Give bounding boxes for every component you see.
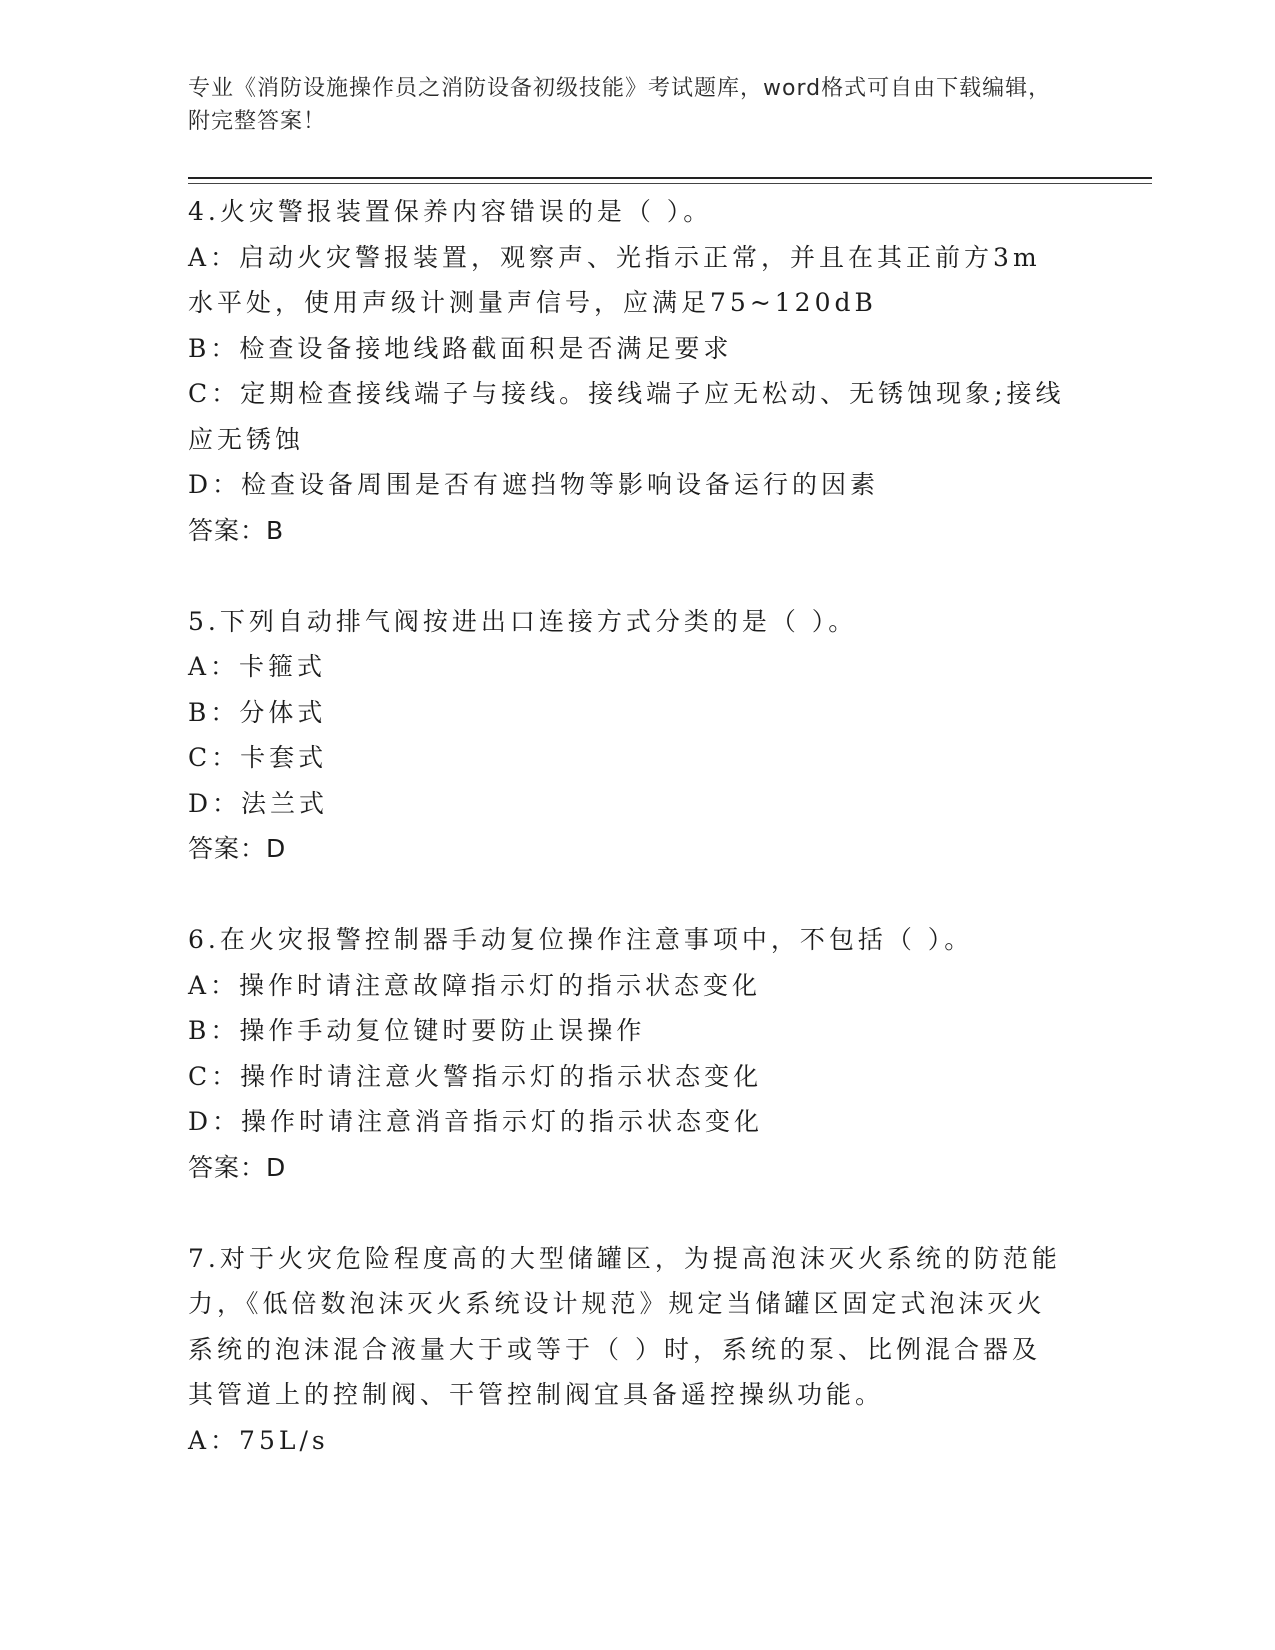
option-b: B：检查设备接地线路截面积是否满足要求 (188, 333, 733, 363)
spacer (188, 872, 1068, 918)
option-a: A：75L/s (188, 1425, 329, 1455)
header-rule-thin (188, 183, 1152, 184)
option-b: B：分体式 (188, 697, 327, 727)
question-list (188, 189, 1068, 1463)
option-c: C：卡套式 (188, 743, 328, 772)
spacer (188, 553, 1068, 599)
option-d: D：检查设备周围是否有遮挡物等影响设备运行的因素 (188, 470, 880, 499)
option-b: B：操作手动复位键时要防止误操作 (188, 1016, 646, 1045)
question-stem: 5.下列自动排气阀按进出口连接方式分类的是（ ）。 (188, 606, 858, 636)
option-a: A：操作时请注意故障指示灯的指示状态变化 (188, 970, 762, 1000)
question-4 (188, 189, 1068, 553)
answer: 答案：B (188, 515, 285, 545)
question-6 (188, 917, 1068, 1190)
question-5 (188, 599, 1068, 872)
header-text: 专业《消防设施操作员之消防设备初级技能》考试题库，word格式可自由下载编辑，附完整答案！ (188, 76, 1052, 134)
answer: 答案：D (188, 1152, 287, 1182)
option-a: A：启动火灾警报装置，观察声、光指示正常，并且在其正前方3m水平处，使用声级计测量声信号，应满足75~120dB (188, 242, 1041, 317)
header-rule-thick (188, 177, 1152, 179)
option-c: C：操作时请注意火警指示灯的指示状态变化 (188, 1061, 763, 1091)
answer: 答案：D (188, 834, 287, 863)
option-d: D：操作时请注意消音指示灯的指示状态变化 (188, 1107, 764, 1136)
question-stem: 6.在火灾报警控制器手动复位操作注意事项中，不包括（ ）。 (188, 925, 974, 954)
option-c: C：定期检查接线端子与接线。接线端子应无松动、无锈蚀现象;接线应无锈蚀 (188, 379, 1065, 454)
question-stem: 4.火灾警报装置保养内容错误的是（ ）。 (188, 197, 713, 226)
option-d: D：法兰式 (188, 788, 329, 818)
spacer (188, 1190, 1068, 1236)
question-stem: 7.对于火灾危险程度高的大型储罐区，为提高泡沫灭火系统的防范能力，《低倍数泡沫灭火系统设计规范》规定当储罐区固定式泡沫灭火系统的泡沫混合液量大于或等于（ ）时，系统的泵、比例混合器及其管道上的控制阀、干管控制阀宜具备遥控操纵功能。 (188, 1243, 1061, 1409)
question-7 (188, 1236, 1068, 1464)
option-a: A：卡箍式 (188, 652, 327, 681)
page-header (188, 72, 1068, 138)
